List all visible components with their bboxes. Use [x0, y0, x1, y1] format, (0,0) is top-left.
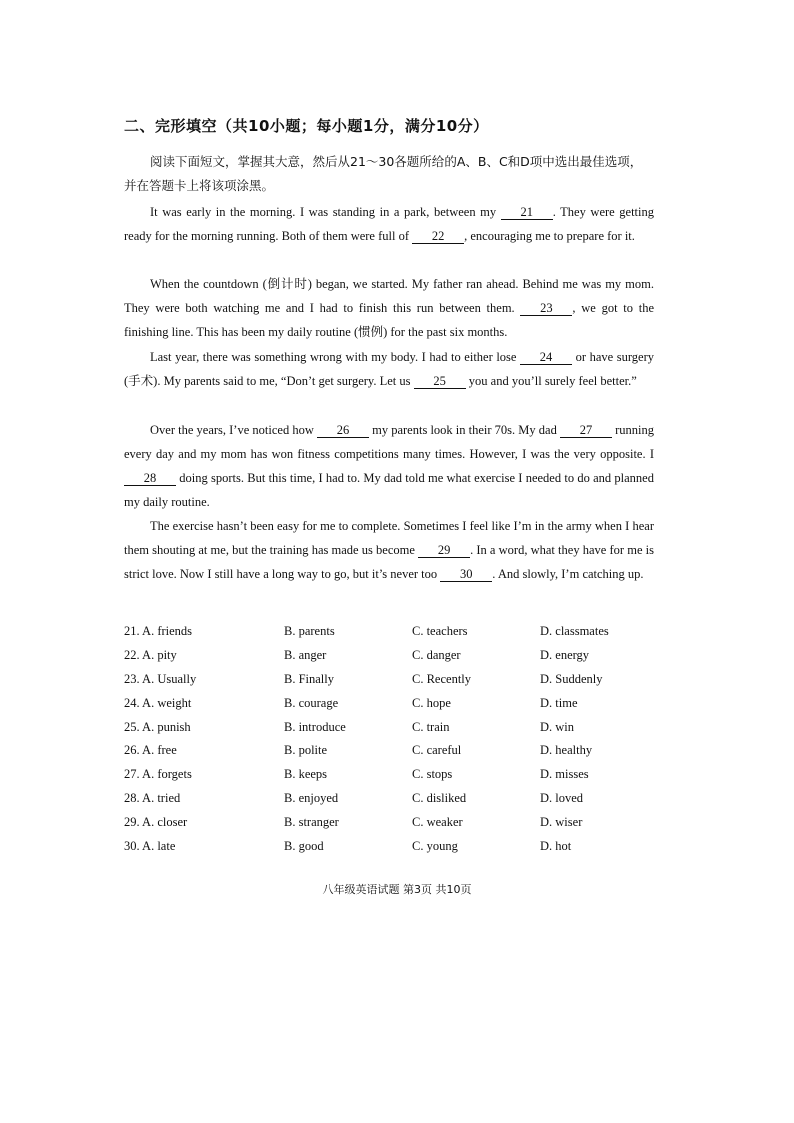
option-row-25	[124, 715, 664, 739]
passage-text: my parents look in their 70s. My dad	[368, 423, 560, 437]
option-c: C. hope	[412, 695, 451, 710]
option-b: B. keeps	[284, 767, 328, 782]
option-d: D. win	[540, 719, 575, 734]
passage-paragraph-3	[124, 345, 654, 393]
option-row-29	[124, 810, 664, 834]
option-a: 30. A. late	[124, 838, 176, 853]
page-footer: 八年级英语试题 第3页 共10页	[322, 883, 472, 896]
passage-text: doing sports. But this time, I had to. My dad told me what exercise I needed to do and planned my daily routine.	[124, 471, 654, 509]
option-b: B. Finally	[284, 671, 335, 686]
option-a: 28. A. tried	[124, 790, 181, 805]
passage-text: , we got to the finishing line. This has been my daily routine (惯例) for the past six months.	[124, 301, 654, 339]
option-b: B. parents	[284, 624, 335, 639]
option-c: C. stops	[412, 767, 453, 782]
passage-paragraph-5	[124, 514, 654, 586]
section-title: 二、完形填空（共10小题；每小题1分，满分10分）	[124, 117, 489, 135]
passage-text: Over the years, I’ve noticed how	[150, 423, 317, 437]
option-a: 27. A. forgets	[124, 767, 192, 782]
option-row-28	[124, 787, 664, 811]
passage-text: . And slowly, I’m catching up.	[492, 567, 644, 581]
passage-text: you and you’ll surely feel better.”	[465, 374, 637, 388]
option-c: C. train	[412, 719, 450, 734]
option-b: B. enjoyed	[284, 790, 339, 805]
option-a: 24. A. weight	[124, 695, 192, 710]
option-d: D. misses	[540, 767, 589, 782]
option-row-22	[124, 644, 664, 668]
option-d: D. energy	[540, 648, 590, 663]
option-d: D. wiser	[540, 814, 583, 829]
blank-22: 22	[412, 229, 464, 244]
option-d: D. hot	[540, 838, 572, 853]
blank-29: 29	[418, 543, 470, 558]
passage-text: When the countdown (倒计时) began, we started. My father ran ahead. Behind me was my mom. They were both watching me and I had to finish this run between them.	[124, 277, 654, 315]
passage-text: , encouraging me to prepare for it.	[464, 229, 635, 243]
option-b: B. courage	[284, 695, 339, 710]
option-c: C. Recently	[412, 671, 472, 686]
option-c: C. careful	[412, 743, 462, 758]
passage-text: The exercise hasn’t been easy for me to complete. Sometimes I feel like I’m in the army when I hear them shouting at me, but the training has made us become	[124, 519, 654, 557]
passage-text: or have surgery (手术). My parents said to me, “Don’t get surgery. Let us	[124, 350, 654, 388]
instructions: 阅读下面短文，掌握其大意，然后从21～30各题所给的A、B、C和D项中选出最佳选项，并在答题卡上将该项涂黑。	[124, 154, 643, 193]
option-c: C. disliked	[412, 790, 467, 805]
option-row-30	[124, 834, 664, 858]
option-b: B. anger	[284, 648, 327, 663]
option-c: C. young	[412, 838, 458, 853]
option-row-23	[124, 668, 664, 692]
option-a: 22. A. pity	[124, 648, 177, 663]
blank-26: 26	[317, 423, 369, 438]
passage-paragraph-2	[124, 272, 654, 344]
blank-25: 25	[414, 374, 466, 389]
passage-paragraph-1	[124, 200, 654, 248]
option-c: C. teachers	[412, 624, 468, 639]
option-a: 29. A. closer	[124, 814, 188, 829]
option-a: 21. A. friends	[124, 624, 193, 639]
option-d: D. classmates	[540, 624, 609, 639]
blank-27: 27	[560, 423, 612, 438]
option-d: D. loved	[540, 790, 584, 805]
option-c: C. danger	[412, 648, 461, 663]
option-row-24	[124, 691, 664, 715]
answer-options	[124, 620, 664, 858]
passage-text: running every day and my mom has won fitness competitions many times. However, I was the very opposite. I	[124, 423, 654, 461]
option-row-26	[124, 739, 664, 763]
passage-text: . In a word, what they have for me is strict love. Now I still have a long way to go, but it’s never too	[124, 543, 654, 581]
option-b: B. good	[284, 838, 324, 853]
option-a: 23. A. Usually	[124, 671, 197, 686]
option-a: 25. A. punish	[124, 719, 191, 734]
option-d: D. Suddenly	[540, 671, 603, 686]
passage-text: Last year, there was something wrong with my body. I had to either lose	[150, 350, 521, 364]
passage-paragraph-4	[124, 418, 654, 514]
option-b: B. stranger	[284, 814, 339, 829]
option-c: C. weaker	[412, 814, 463, 829]
passage-text: It was early in the morning. I was standing in a park, between my	[150, 205, 501, 219]
option-d: D. healthy	[540, 743, 593, 758]
option-d: D. time	[540, 695, 578, 710]
option-row-27	[124, 763, 664, 787]
option-a: 26. A. free	[124, 743, 177, 758]
option-b: B. introduce	[284, 719, 346, 734]
blank-21: 21	[501, 205, 553, 220]
option-row-21	[124, 620, 664, 644]
blank-23: 23	[520, 301, 572, 316]
option-b: B. polite	[284, 743, 328, 758]
blank-24: 24	[520, 350, 572, 365]
blank-28: 28	[124, 471, 176, 486]
passage-text: . They were getting ready for the morning running. Both of them were full of	[124, 205, 654, 243]
blank-30: 30	[440, 567, 492, 582]
